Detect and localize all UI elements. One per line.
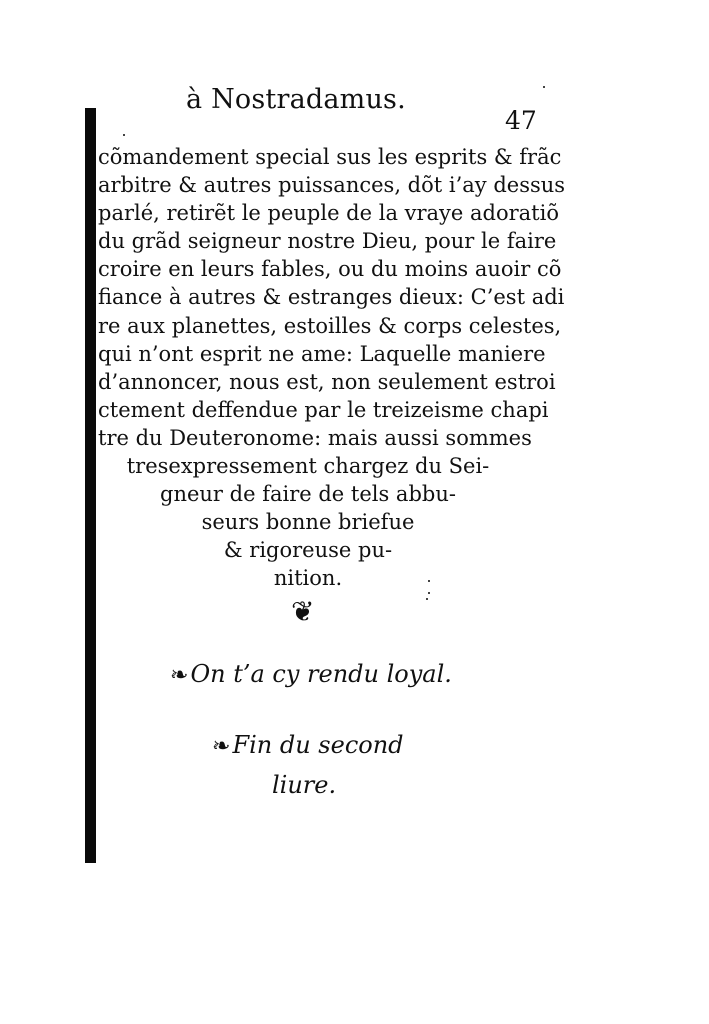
finis-line-1	[212, 731, 404, 759]
body-line: parlé, retirẽt le peuple de la vraye adoratiõ	[98, 201, 559, 226]
body-line: re aux planettes, estoilles & corps celestes,	[98, 313, 562, 338]
body-line: qui n’ont esprit ne ame: Laquelle maniere	[98, 341, 546, 366]
motto	[170, 660, 452, 688]
motto-text: On t’a cy rendu loyal.	[190, 660, 452, 688]
finis-text: Fin du second	[232, 731, 404, 759]
body-line: d’annoncer, nous est, non seulement estroi	[98, 369, 556, 394]
leaf-ornament-icon: ❧	[170, 663, 189, 688]
body-line: tre du Deuteronome: mais aussi sommes	[98, 425, 532, 450]
page-number: 47	[505, 106, 537, 135]
tail-line: tresexpressement chargez du Sei-	[126, 454, 490, 479]
running-header: à Nostradamus.	[186, 84, 406, 115]
finis-line-2: liure.	[272, 771, 337, 799]
tail-line: gneur de faire de tels abbu-	[160, 482, 456, 507]
fleuron-ornament-icon: ❦	[291, 595, 315, 628]
tail-line: nition.	[273, 566, 343, 591]
tail-line: & rigoreuse pu-	[223, 538, 393, 563]
binding-gutter-shadow	[85, 108, 96, 863]
body-line: fiance à autres & estranges dieux: C’est adi	[98, 285, 565, 310]
tail-line: seurs bonne briefue	[201, 510, 415, 535]
body-line: cõmandement special sus les esprits & frãc	[98, 145, 562, 169]
print-speck	[428, 592, 430, 594]
finis-block	[212, 726, 404, 804]
print-speck	[426, 598, 428, 600]
body-line: croire en leurs fables, ou du moins auoir cõ	[98, 257, 562, 282]
body-line: du grãd seigneur nostre Dieu, pour le faire	[98, 229, 557, 254]
body-text	[98, 143, 568, 593]
body-line: arbitre & autres puissances, dõt i’ay dessus	[98, 173, 566, 198]
print-speck	[543, 86, 545, 88]
tail-piece-text	[98, 452, 568, 592]
print-speck	[123, 134, 125, 136]
leaf-ornament-icon: ❧	[212, 734, 231, 759]
print-speck	[428, 580, 430, 582]
body-line: ctement deffendue par le treizeisme chapi	[98, 397, 549, 422]
